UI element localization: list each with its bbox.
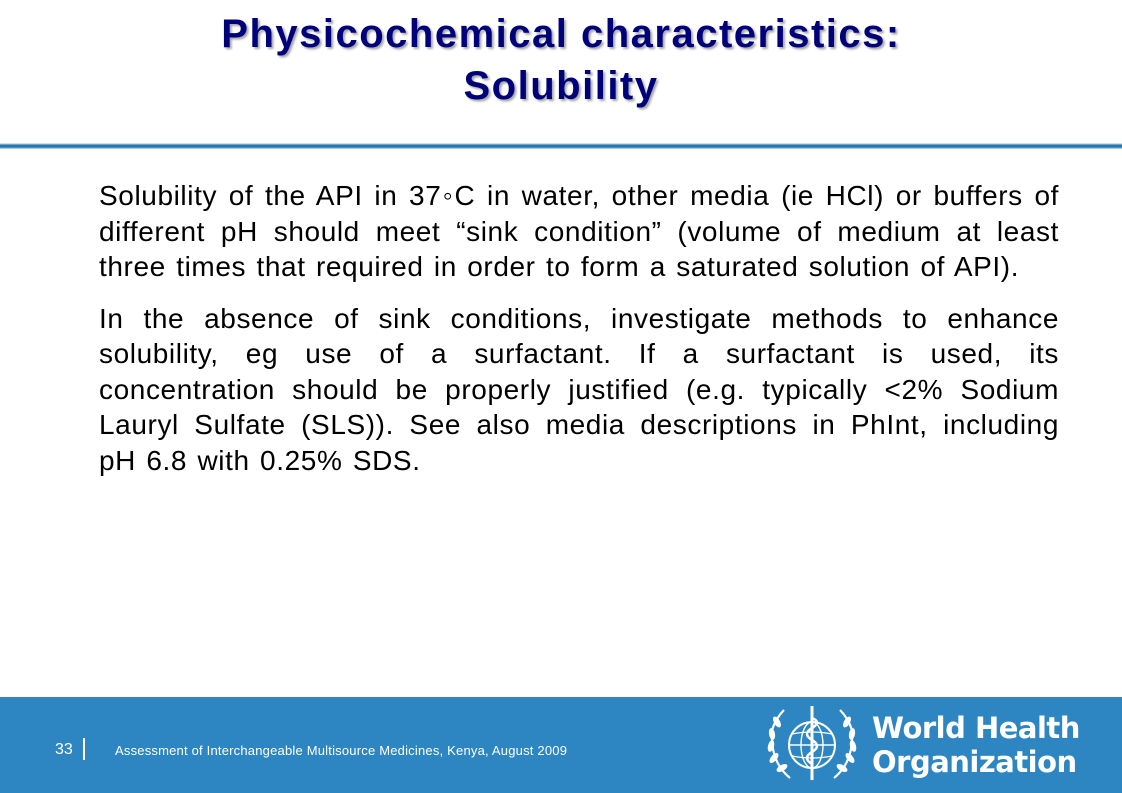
body-paragraph-2: In the absence of sink conditions, investigate methods to enhance solubility, eg use of a surfactant. If a surfactant is used, its concentration should be properly justified (e.g. typically <2% Sodium Lauryl Sulfate (SLS)). See also media descriptions in PhInt, including pH 6.8 with 0.25% SDS.	[99, 302, 1059, 476]
who-wordmark-line-1: World Health	[872, 711, 1080, 745]
slide-title	[0, 8, 1122, 112]
title-line-1: Physicochemical characteristics:	[221, 12, 901, 56]
title-line-2: Solubility	[463, 64, 659, 108]
slide-body	[99, 178, 1059, 494]
who-emblem-icon	[760, 700, 864, 790]
footer-caption: Assessment of Interchangeable Multisource Medicines, Kenya, August 2009	[115, 743, 568, 758]
who-wordmark-line-2: Organization	[872, 745, 1077, 779]
footer-separator	[83, 738, 85, 760]
page-number: 33	[55, 741, 73, 758]
body-paragraph-1: Solubility of the API in 37◦C in water, other media (ie HCl) or buffers of different pH should meet “sink condition” (volume of medium at least three times that required in order to form a saturated solution of API).	[99, 180, 1059, 282]
title-divider	[0, 143, 1122, 149]
footer-band	[0, 697, 1122, 793]
who-wordmark	[872, 711, 1080, 779]
